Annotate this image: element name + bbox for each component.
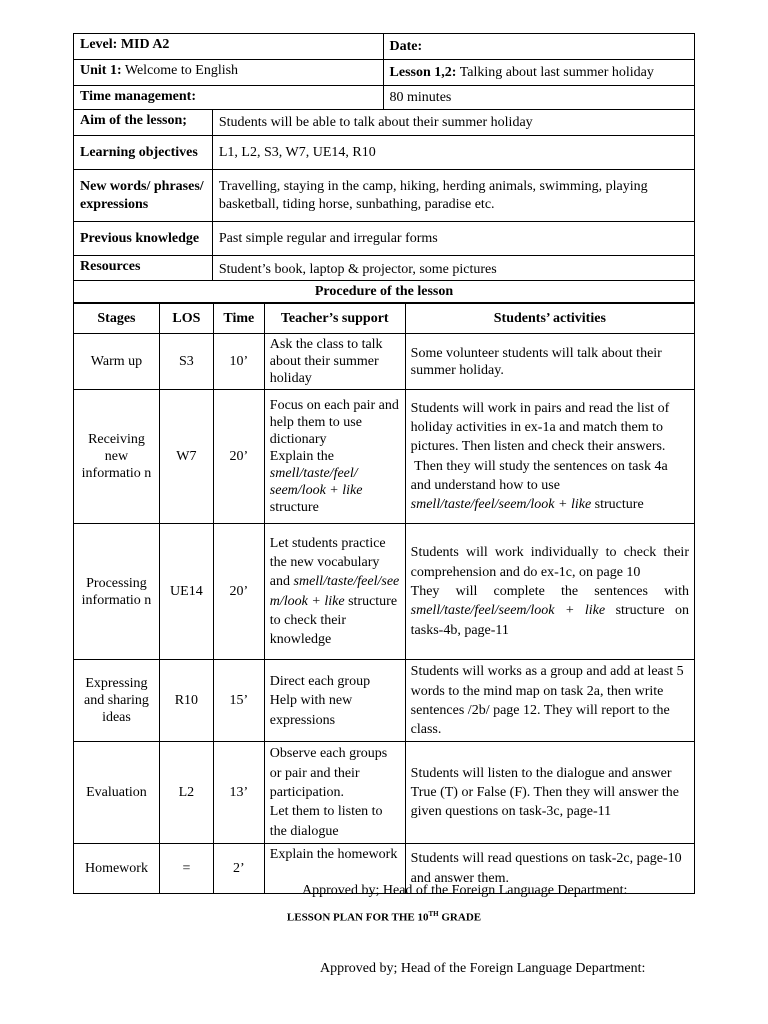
procedure-title: Procedure of the lesson [314,284,454,299]
students-activities-cell: Students will listen to the dialogue and answer True (T) or False (F). Then they will answer the given questions on task-3c, page-11 [410,765,679,820]
los-cell: S3 [178,354,194,370]
col-teacher-support: Teacher’s support [280,310,389,326]
aim-label: Aim of the lesson; [80,113,187,128]
level-label: Level: MID A2 [80,37,170,52]
new-words-value: Travelling, staying in the camp, hiking, herding animals, swimming, playing basketball, tiding horse, sunbathing, paradise etc. [218,179,648,212]
previous-knowledge-label: Previous knowledge [80,230,200,246]
table-row [74,334,695,390]
time-management-value: 80 minutes [389,89,452,105]
table-row [74,742,695,844]
time-cell: 10’ [229,354,249,370]
lesson-header-table [73,33,695,303]
date-label: Date: [389,38,423,54]
students-activities-cell: Students will read questions on task-2c, page-10 and answer them. [410,851,682,886]
los-cell: R10 [174,693,199,709]
table-row [74,524,695,660]
aim-value: Students will be able to talk about their summer holiday [218,114,533,130]
stage-cell: Homework [84,861,148,876]
teacher-support-cell: Explain the homework [269,847,398,863]
resources-label: Resources [80,259,141,274]
los-cell: UE14 [170,584,203,600]
time-cell: 2’ [232,861,245,876]
stage-cell: Receiving new informatio n [81,432,152,482]
objectives-value: L1, L2, S3, W7, UE14, R10 [218,144,376,160]
resources-value: Student’s book, laptop & projector, some pictures [218,261,497,277]
teacher-support-cell: Ask the class to talk about their summer holiday [269,337,383,387]
teacher-support-cell: Observe each groups or pair and their participation. Let them to listen to the dialogue [264,742,405,844]
teacher-support-cell: Direct each group Help with new expressions [264,660,405,742]
los-cell: = [182,861,191,876]
stage-cell: Expressing and sharing ideas [83,676,149,726]
table-row [74,660,695,742]
los-cell: W7 [176,449,197,465]
stage-cell: Evaluation [86,785,147,801]
time-cell: 20’ [229,584,249,600]
students-activities-cell: Some volunteer students will talk about their summer holiday. [410,345,662,378]
col-time: Time [223,310,255,326]
lesson-value: Talking about last summer holiday [459,64,654,80]
time-cell: 20’ [229,449,249,465]
students-activities-cell: Students will work individually to check their comprehension and do ex-1c, on page 10 They will complete the sentences with smell/taste/feel/seem/look + like structure on tasks-4b, page-11 [405,524,694,660]
previous-knowledge-value: Past simple regular and irregular forms [218,230,438,246]
stage-cell: Warm up [90,354,143,370]
time-management-label: Time management: [80,89,196,104]
teacher-support-cell: Focus on each pair and help them to use dictionary Explain the smell/taste/feel/ seem/look + like structure [264,390,405,524]
objectives-label: Learning objectives [80,144,198,160]
students-activities-cell: Students will works as a group and add at least 5 words to the mind map on task 2a, then write sentences /2b/ page 12. They will report to the class. [410,664,684,738]
procedure-table [73,303,695,894]
time-cell: 13’ [229,785,249,801]
unit-label: Unit 1: [80,63,122,78]
teacher-support-cell: Let students practice the new vocabulary and smell/taste/feel/see m/look + like structure to check their knowledge [264,524,405,660]
los-cell: L2 [178,785,195,801]
approval-line-top: Approved by; Head of the Foreign Language Department: [302,883,628,898]
procedure-header-row [74,304,695,334]
col-los: LOS [172,310,201,326]
time-cell: 15’ [229,693,249,709]
col-students-activities: Students’ activities [493,310,606,326]
lesson-label: Lesson 1,2: [389,64,457,80]
approval-line-bottom: Approved by; Head of the Foreign Language Department: [320,961,646,976]
unit-value: Welcome to English [124,63,239,78]
lesson-plan-title: LESSON PLAN FOR THE 10TH GRADE [286,910,482,924]
col-stages: Stages [97,310,136,326]
table-row [74,390,695,524]
new-words-label: New words/ phrases/ expressions [80,179,204,212]
stage-cell: Processing informatio n [81,575,152,608]
students-activities-cell: Students will work in pairs and read the list of holiday activities in ex-1a and match them to pictures. Then listen and check their answers. Then they will study the sentences on task 4a and understand how to use smell/taste/feel/seem/look + like structure [405,390,694,524]
